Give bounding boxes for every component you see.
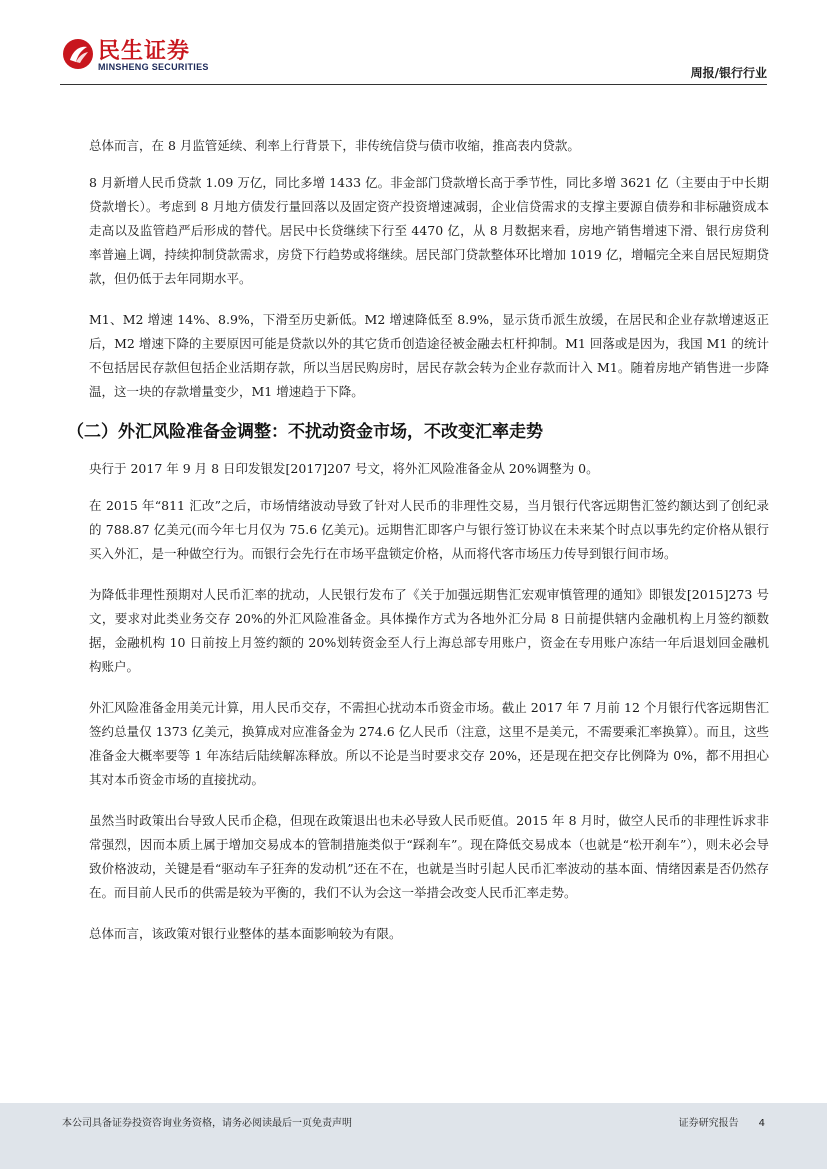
paragraph: M1、M2 增速 14%、8.9%，下滑至历史新低。M2 增速降低至 8.9%，显示货币派生放缓，在居民和企业存款增速返正后，M2 增速下降的主要原因可能是贷款以外的其它货币创造途径被金融去杠杆抑制。M1 回落或是因为，我国 M1 的统计不包括居民存款但包括企业活期存款，所以当居民购房时，居民存款会转为企业存款而计入 M1。随着房地产销售进一步降温，这一块的存款增量变少，M1 增速趋于下降。 bbox=[89, 312, 769, 399]
paragraph: 总体而言，该政策对银行业整体的基本面影响较为有限。 bbox=[89, 926, 402, 941]
section-heading: （二）外汇风险准备金调整：不扰动资金市场，不改变汇率走势 bbox=[67, 422, 543, 442]
footer-disclaimer: 本公司具备证券投资咨询业务资格，请务必阅读最后一页免责声明 bbox=[62, 1118, 352, 1129]
paragraph: 央行于 2017 年 9 月 8 日印发银发[2017]207 号文，将外汇风险准备金从 20%调整为 0。 bbox=[89, 461, 599, 476]
page-number: 4 bbox=[758, 1118, 765, 1129]
minsheng-logo-icon bbox=[62, 38, 94, 70]
header-divider bbox=[60, 84, 767, 85]
paragraph: 总体而言，在 8 月监管延续、利率上行背景下，非传统信贷与债市收缩，推高表内贷款。 bbox=[89, 138, 580, 153]
page-footer bbox=[0, 1103, 827, 1169]
paragraph: 外汇风险准备金用美元计算，用人民币交存，不需担心扰动本币资金市场。截止 2017 年 7 月前 12 个月银行代客远期售汇签约总量仅 1373 亿美元，换算成对应准备金为 274.6 亿人民币（注意，这里不是美元，不需要乘汇率换算）。而且，这些准备金大概率要等 1 年冻结后陆续解冻释放。所以不论是当时要求交存 20%，还是现在把交存比例降为 0%，都不用担心其对本币资金市场的直接扰动。 bbox=[89, 700, 769, 787]
footer-right bbox=[679, 1114, 765, 1129]
paragraph: 为降低非理性预期对人民币汇率的扰动，人民银行发布了《关于加强远期售汇宏观审慎管理的通知》即银发[2015]273 号文，要求对此类业务交存 20%的外汇风险准备金。具体操作方式为各地外汇分局 8 日前提供辖内金融机构上月签约额数据，金融机构 10 日前按上月签约额的 20%划转资金至人行上海总部专用账户，资金在专用账户冻结一年后退划回金融机构账户。 bbox=[89, 587, 769, 674]
paragraph: 在 2015 年“811 汇改”之后，市场情绪波动导致了针对人民币的非理性交易，当月银行代客远期售汇签约额达到了创纪录的 788.87 亿美元(而今年七月仅为 75.6 亿美元)。远期售汇即客户与银行签订协议在未来某个时点以事先约定价格从银行买入外汇，是一种做空行为。而银行会先行在市场平盘锁定价格，从而将代客市场压力传导到银行间市场。 bbox=[89, 498, 769, 561]
paragraph: 8 月新增人民币贷款 1.09 万亿，同比多增 1433 亿。非金部门贷款增长高于季节性，同比多增 3621 亿（主要由于中长期贷款增长）。考虑到 8 月地方债发行量回落以及固定资产投资增速减弱，企业信贷需求的支撑主要源自债券和非标融资成本走高以及监管趋严后形成的替代。居民中长贷继续下行至 4470 亿，从 8 月数据来看，房地产销售增速下滑、银行房贷利率普遍上调，持续抑制贷款需求，房贷下行趋势或将继续。居民部门贷款整体环比增加 1019 亿，增幅完全来自居民短期贷款，但仍低于去年同期水平。 bbox=[89, 175, 769, 286]
paragraph: 虽然当时政策出台导致人民币企稳，但现在政策退出也未必导致人民币贬值。2015 年 8 月时，做空人民币的非理性诉求非常强烈，因而本质上属于增加交易成本的管制措施类似于“踩刹车”。现在降低交易成本（也就是“松开刹车”），则未必会导致价格波动，关键是看“驱动车子狂奔的发动机”还在不在，也就是当时引起人民币汇率波动的基本面、情绪因素是否仍然存在。而目前人民币的供需是较为平衡的，我们不认为会这一举措会改变人民币汇率走势。 bbox=[89, 813, 769, 900]
logo-subtitle: MINSHENG SECURITIES bbox=[98, 62, 209, 72]
report-category: 周报/银行行业 bbox=[690, 66, 767, 80]
report-type: 证券研究报告 bbox=[678, 1118, 739, 1129]
logo-title: 民生证券 bbox=[98, 39, 191, 64]
page-header bbox=[0, 0, 827, 90]
report-body bbox=[67, 134, 769, 963]
